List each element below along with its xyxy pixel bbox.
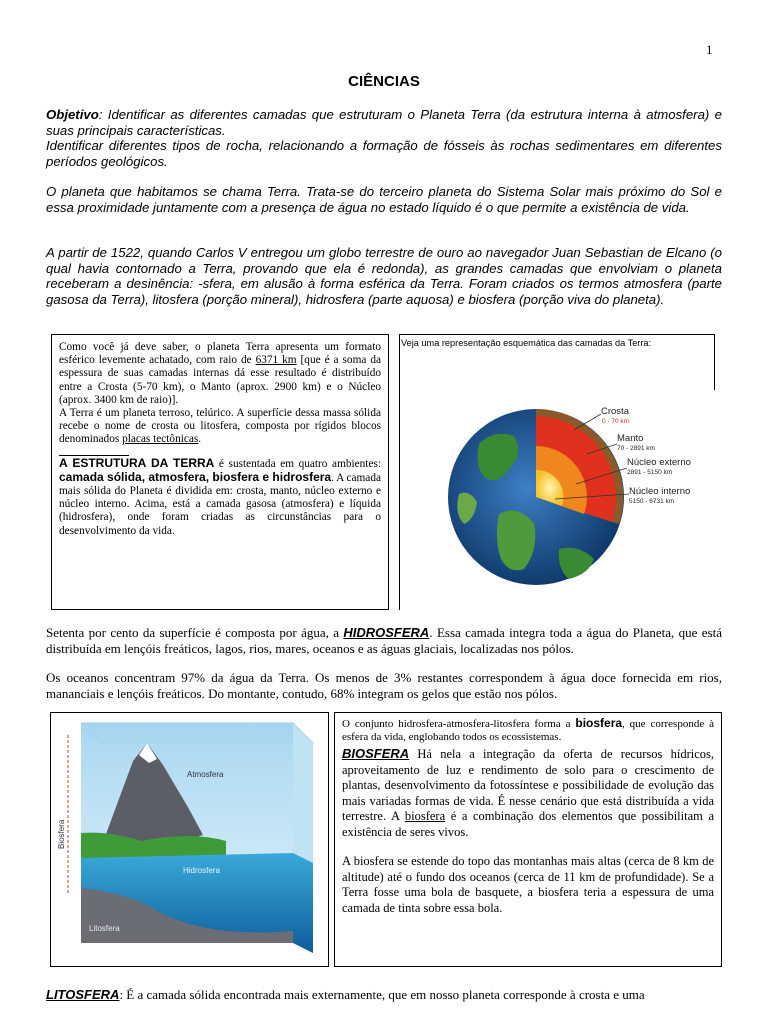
- earth-cross-section: [439, 374, 717, 610]
- biosfera-link: biosfera: [404, 809, 446, 823]
- radius-value: 6371 km: [255, 354, 297, 367]
- label-atmosfera: Atmosfera: [187, 770, 224, 779]
- biosfera-bold: biosfera: [575, 716, 623, 730]
- objective-label: Objetivo: [46, 107, 99, 122]
- label-nucleo-externo-range: 2891 - 5150 km: [627, 469, 673, 476]
- biosfera-box: [334, 712, 722, 967]
- biosfera-paragraph-1: BIOSFERA Há nela a integração da oferta de recursos hídricos, aproveitamento de luz e rendimento de solo para o crescimento de plantas, desenvolvimento da fotossíntese e possibilidade de evolução das mais variadas formas de vida. É nesse cenário que está distribuída a vida terrestre. A biosfera é a combinação dos elementos que possibilitam a existência de seres vivos.: [342, 746, 714, 839]
- tectonic-plates-link: placas tectônicas: [122, 433, 199, 446]
- page-number: 1: [706, 42, 713, 57]
- earth-layers-figure: [399, 334, 717, 610]
- label-nucleo-interno-range: 5150 - 6731 km: [629, 498, 675, 505]
- figure-left-border: [399, 334, 400, 610]
- objective-paragraph: [46, 107, 722, 138]
- page-title: CIÊNCIAS: [348, 73, 420, 90]
- earth-structure-box: [51, 334, 389, 610]
- label-crosta-range: 0 - 70 km: [602, 418, 630, 425]
- biosfera-heading: BIOSFERA: [342, 746, 410, 761]
- label-hidrosfera: Hidrosfera: [183, 866, 220, 875]
- label-manto-range: 70 - 2891 km: [617, 445, 655, 452]
- objective-text: : Identificar as diferentes camadas que estruturam o Planeta Terra (da estrutura interna à atmosfera) e suas principais características.: [46, 107, 722, 138]
- figure-caption: Veja uma representação esquemática das camadas da Terra:: [401, 338, 652, 348]
- biosfera-paragraph-2: A biosfera se estende do topo das montanhas mais altas (cerca de 8 km de altitude) até o fundo dos oceanos (cerca de 11 km de profundidade). Se a Terra fosse uma bola de basquete, a biosfera teria a espessura de uma camada de tinta sobre essa bola.: [342, 854, 714, 915]
- history-paragraph: A partir de 1522, quando Carlos V entregou um globo terrestre de ouro ao navegador Juan Sebastian de Elcano (o qual havia contornado a Terra, provando que ela é redonda), as grandes camadas que envolviam o planeta receberam a desinência: -sfera, em alusão à forma esférica da Terra. Foram criados os termos atmosfera (parte gasosa da Terra), litosfera (porção mineral), hidrosfera (parte aquosa) e biosfera (porção viva do planeta).: [46, 245, 722, 307]
- box-paragraph-radius: Como você já deve saber, o planeta Terra apresenta um formato esférico levemente achatado, com raio de 6371 km [que é a soma da espessura de suas camadas internas dá esse resultado é distribuído entre a Crosta (5-70 km), o Manto (aprox. 2900 km) e o Núcleo (aprox. 3400 km de raio)].: [59, 341, 381, 406]
- hidrosfera-paragraph: Setenta por cento da superfície é composta por água, a HIDROSFERA. Essa camada integra toda a água do Planeta, que está distribuída em lençóis freáticos, lagos, rios, mares, oceanos e as águas glaciais, localizadas nos pólos.: [46, 625, 722, 656]
- objective-paragraph-2: Identificar diferentes tipos de rocha, relacionando a formação de fósseis às rochas sedimentares em diferentes períodos geológicos.: [46, 138, 722, 169]
- box-paragraph-telluric: A Terra é um planeta terroso, telúrico. A superfície dessa massa sólida recebe o nome de crosta ou litosfera, composta por rígidos blocos denominados placas tectônicas.: [59, 407, 381, 446]
- planet-paragraph: O planeta que habitamos se chama Terra. Trata-se do terceiro planeta do Sistema Solar mais próximo do Sol e essa proximidade juntamente com a presença de água no estado líquido é o que permite a existência de vida.: [46, 184, 722, 215]
- label-litosfera: Litosfera: [89, 924, 120, 933]
- structure-environments: camada sólida, atmosfera, biosfera e hidrosfera: [59, 469, 332, 484]
- structure-heading: A ESTRUTURA DA TERRA: [59, 455, 215, 470]
- litosfera-paragraph: LITOSFERA: É a camada sólida encontrada mais externamente, que em nosso planeta corresponde à crosta e uma: [46, 987, 645, 1002]
- spheres-illustration: [51, 713, 328, 966]
- oceans-paragraph: Os oceanos concentram 97% da água da Terra. Os menos de 3% restantes correspondem à água doce fornecida em rios, mananciais e lençóis freáticos. Do montante, contudo, 68% integram os gelos que estão nos pólos.: [46, 670, 722, 701]
- figure-top-border: [399, 334, 715, 335]
- label-nucleo-interno: Núcleo interno: [629, 486, 691, 497]
- hidrosfera-term: HIDROSFERA: [343, 625, 430, 640]
- biosfera-intro: O conjunto hidrosfera-atmosfera-litosfera forma a biosfera, que corresponde à esfera da vida, englobando todos os ecossistemas.: [342, 716, 714, 743]
- spheres-diagram: [50, 712, 329, 967]
- litosfera-term: LITOSFERA: [46, 987, 120, 1002]
- box-paragraph-structure: A ESTRUTURA DA TERRA é sustentada em quatro ambientes: camada sólida, atmosfera, biosfera e hidrosfera. A camada mais sólida do Planeta é dividida em: crosta, manto, núcleo externo e núcleo interno. Acima, está a camada gasosa (atmosfera) e líquida (hidrosfera), onde foram criadas as circunstâncias para o desenvolvimento da vida.: [59, 455, 381, 537]
- label-crosta: Crosta: [601, 406, 629, 417]
- label-manto: Manto: [617, 433, 644, 444]
- label-biosfera: Biosfera: [57, 819, 66, 849]
- label-nucleo-externo: Núcleo externo: [627, 457, 691, 468]
